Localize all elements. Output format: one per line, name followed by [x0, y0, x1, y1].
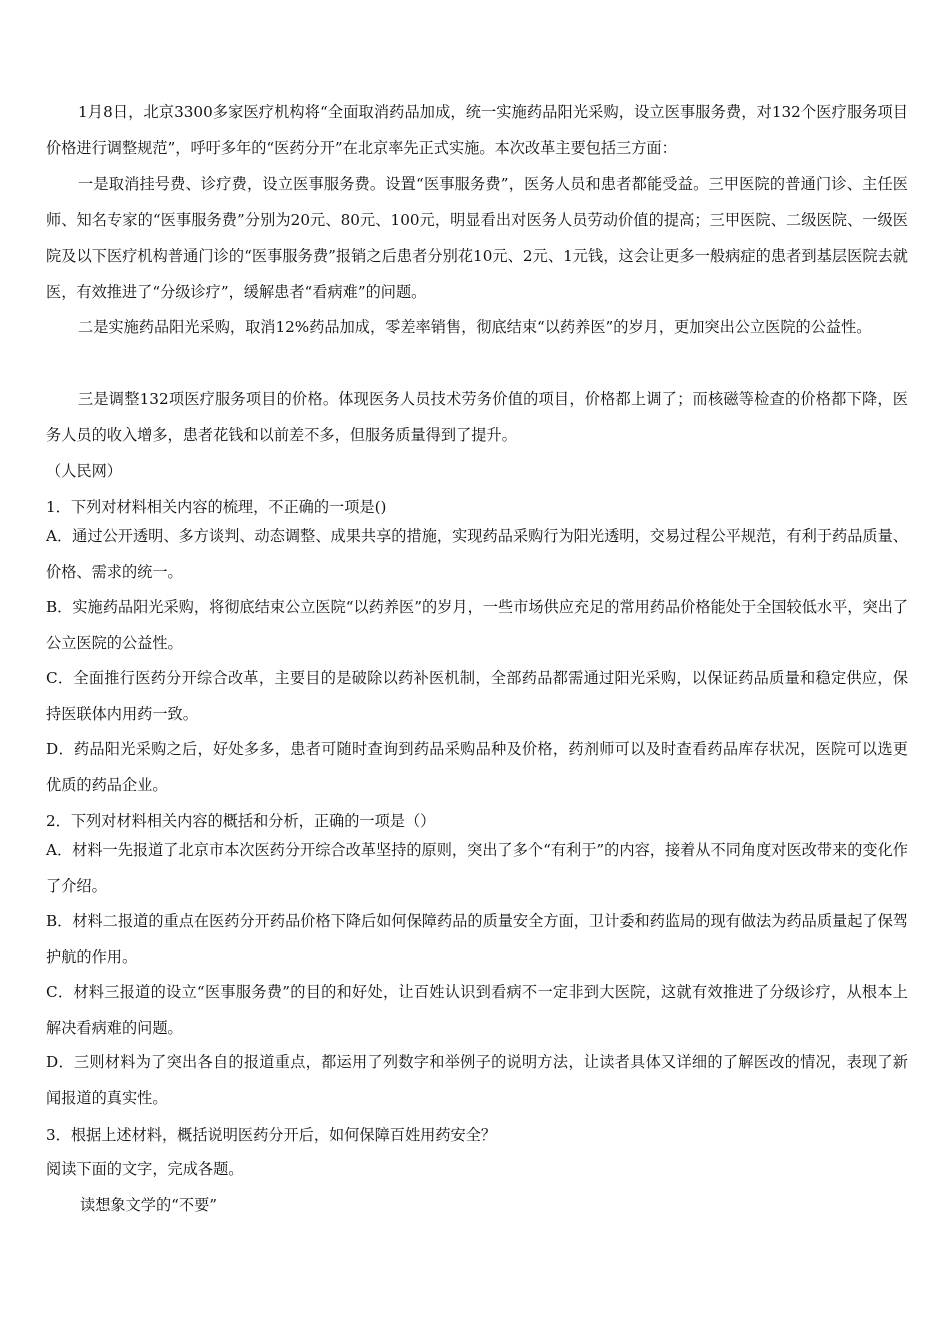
- question-3-stem: 3．根据上述材料，概括说明医药分开后，如何保障百姓用药安全？: [46, 1126, 497, 1144]
- material-intro: 1月8日，北京3300多家医疗机构将“全面取消药品加成，统一实施药品阳光采购，设立医事服务费，对132个医疗服务项目价格进行调整规范”，呼吁多年的“医药分开”在北京率先正式实施。本次改革主要包括三方面：: [46, 103, 908, 157]
- question-2-stem: 2．下列对材料相关内容的概括和分析，正确的一项是（）: [46, 812, 436, 830]
- question-1-stem: 1．下列对材料相关内容的梳理，不正确的一项是(): [46, 498, 387, 516]
- question-2-option-c: C．材料三报道的设立“医事服务费”的目的和好处，让百姓认识到看病不一定非到大医院，这就有效推进了分级诊疗，从根本上解决看病难的问题。: [46, 983, 908, 1037]
- question-1-option-d: D．药品阳光采购之后，好处多多，患者可随时查询到药品采购品种及价格，药剂师可以及时查看药品库存状况，医院可以选更优质的药品企业。: [46, 740, 908, 794]
- question-2-option-d: D．三则材料为了突出各自的报道重点，都运用了列数字和举例子的说明方法，让读者具体又详细的了解医改的情况，表现了新闻报道的真实性。: [46, 1053, 908, 1107]
- question-1-option-a: A．通过公开透明、多方谈判、动态调整、成果共享的措施，实现药品采购行为阳光透明，交易过程公平规范，有利于药品质量、价格、需求的统一。: [46, 527, 908, 581]
- passage-title: 读想象文学的“不要”: [80, 1196, 218, 1214]
- question-2-option-b: B．材料二报道的重点在医药分开药品价格下降后如何保障药品的质量安全方面，卫计委和药监局的现有做法为药品质量起了保驾护航的作用。: [46, 912, 908, 966]
- reading-instruction: 阅读下面的文字，完成各题。: [46, 1160, 244, 1178]
- question-1-option-b: B．实施药品阳光采购，将彻底结束公立医院“以药养医”的岁月，一些市场供应充足的常用药品价格能处于全国较低水平，突出了公立医院的公益性。: [46, 598, 909, 652]
- material-point-two: 二是实施药品阳光采购，取消12%药品加成，零差率销售，彻底结束“以药养医”的岁月，更加突出公立医院的公益性。: [78, 318, 872, 336]
- question-2-option-a: A．材料一先报道了北京市本次医药分开综合改革坚持的原则，突出了多个“有利于”的内容，接着从不同角度对医改带来的变化作了介绍。: [46, 841, 908, 895]
- material-point-one: 一是取消挂号费、诊疗费，设立医事服务费。设置“医事服务费”，医务人员和患者都能受益。三甲医院的普通门诊、主任医师、知名专家的“医事服务费”分别为20元、80元、100元，明显看出对医务人员劳动价值的提高；三甲医院、二级医院、一级医院及以下医疗机构普通门诊的“医事服务费”报销之后患者分别花10元、2元、1元钱，这会让更多一般病症的患者到基层医院去就医，有效推进了“分级诊疗”，缓解患者“看病难”的问题。: [46, 175, 908, 301]
- question-1-option-c: C．全面推行医药分开综合改革，主要目的是破除以药补医机制，全部药品都需通过阳光采购，以保证药品质量和稳定供应，保持医联体内用药一致。: [46, 669, 908, 723]
- material-point-three: 三是调整132项医疗服务项目的价格。体现医务人员技术劳务价值的项目，价格都上调了；而核磁等检查的价格都下降，医务人员的收入增多，患者花钱和以前差不多，但服务质量得到了提升。: [46, 390, 908, 444]
- material-source: （人民网）: [46, 462, 122, 480]
